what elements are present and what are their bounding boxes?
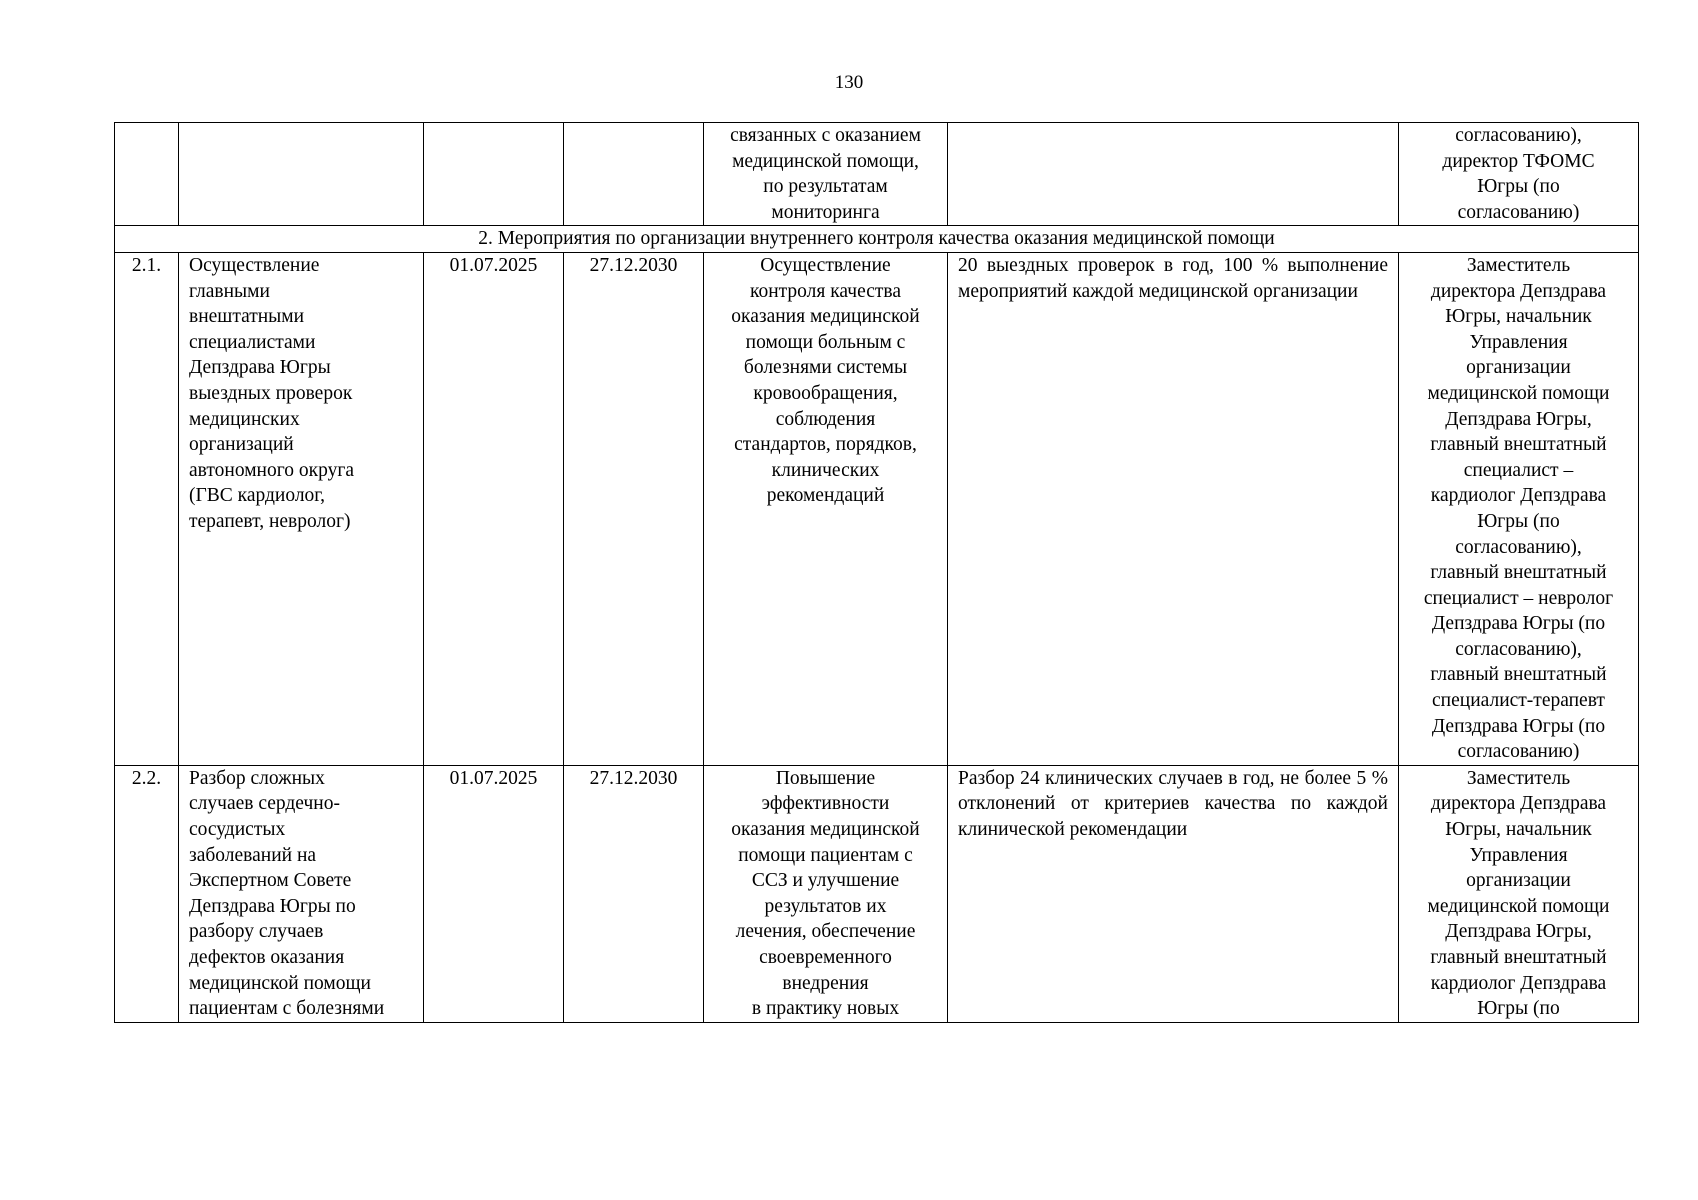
cell-end-date bbox=[564, 123, 704, 226]
name-line: главными bbox=[189, 280, 270, 302]
result-line: оказания медицинской bbox=[731, 819, 920, 841]
cell-responsible bbox=[1399, 765, 1639, 1022]
responsible-line: Депздрава Югры, bbox=[1445, 408, 1592, 430]
responsible-line: Депздрава Югры, bbox=[1445, 921, 1592, 943]
table-row bbox=[115, 252, 1639, 765]
responsible-line: специалист – невролог bbox=[1423, 587, 1614, 609]
responsible-line: кардиолог Депздрава bbox=[1430, 972, 1607, 994]
result-line: клинических bbox=[771, 459, 880, 481]
responsible-line: согласованию), bbox=[1455, 536, 1582, 558]
result-line: помощи пациентам с bbox=[738, 844, 913, 866]
responsible-line: главный внештатный bbox=[1430, 947, 1607, 968]
result-line: Осуществление bbox=[760, 254, 891, 276]
cell-name bbox=[179, 123, 424, 226]
table-row bbox=[115, 765, 1639, 1022]
result-line: контроля качества bbox=[749, 280, 902, 302]
section-row bbox=[115, 226, 1639, 253]
responsible-line: Управления bbox=[1469, 331, 1568, 353]
cell-indicator: 20 выездных проверок в год, 100 % выполнение мероприятий каждой медицинской организации bbox=[948, 252, 1399, 765]
result-line: болезнями системы bbox=[743, 357, 908, 379]
responsible-line: директор ТФОМС bbox=[1442, 150, 1595, 172]
cell-start-date bbox=[424, 123, 564, 226]
responsible-line: медицинской помощи bbox=[1427, 895, 1610, 917]
name-line: разбору случаев bbox=[189, 921, 324, 943]
cell-result bbox=[704, 123, 948, 226]
name-line: дефектов оказания bbox=[189, 947, 345, 968]
table-row-continuation bbox=[115, 123, 1639, 226]
result-line: оказания медицинской bbox=[731, 306, 920, 328]
page-number: 130 bbox=[834, 72, 864, 93]
responsible-line: Югры, начальник bbox=[1445, 306, 1592, 328]
cell-num: 2.1. bbox=[115, 252, 179, 765]
name-line: пациентам с болезнями bbox=[189, 998, 385, 1020]
cell-indicator: Разбор 24 клинических случаев в год, не более 5 % отклонений от критериев качества по каждой клинической рекомендации bbox=[948, 765, 1399, 1022]
responsible-line: Югры (по bbox=[1477, 176, 1560, 198]
name-line: Экспертном Совете bbox=[189, 870, 352, 892]
responsible-line: организации bbox=[1466, 357, 1571, 379]
responsible-line: медицинской помощи bbox=[1427, 382, 1610, 404]
result-line: по результатам bbox=[763, 176, 888, 198]
responsible-line: главный внештатный bbox=[1430, 664, 1607, 686]
cell-num bbox=[115, 123, 179, 226]
responsible-line: Заместитель bbox=[1466, 767, 1571, 789]
result-line: помощи больным с bbox=[745, 331, 906, 353]
name-line: внештатными bbox=[189, 306, 305, 328]
result-line: внедрения bbox=[782, 972, 869, 994]
name-line: сосудистых bbox=[189, 819, 286, 841]
name-line: заболеваний на bbox=[189, 844, 317, 866]
cell-result bbox=[704, 765, 948, 1022]
result-line: стандартов, порядков, bbox=[734, 434, 917, 456]
responsible-line: организации bbox=[1466, 870, 1571, 892]
result-line: своевременного bbox=[759, 947, 892, 968]
responsible-line: Депздрава Югры (по bbox=[1431, 613, 1606, 635]
name-line: Разбор сложных bbox=[189, 767, 325, 789]
cell-name bbox=[179, 765, 424, 1022]
responsible-line: согласованию) bbox=[1457, 201, 1580, 223]
measures-table bbox=[114, 122, 1639, 1023]
result-line: медицинской помощи, bbox=[732, 150, 919, 172]
responsible-line: согласованию) bbox=[1457, 741, 1580, 763]
result-line: мониторинга bbox=[771, 201, 880, 223]
name-line: терапевт, невролог) bbox=[189, 510, 351, 532]
cell-indicator bbox=[948, 123, 1399, 226]
responsible-line: Управления bbox=[1469, 844, 1568, 866]
result-line: результатов их bbox=[764, 895, 887, 917]
name-line: случаев сердечно- bbox=[189, 793, 340, 815]
responsible-line: Югры (по bbox=[1477, 998, 1560, 1020]
result-line: ССЗ и улучшение bbox=[751, 870, 900, 892]
responsible-line: согласованию), bbox=[1455, 638, 1582, 660]
cell-name bbox=[179, 252, 424, 765]
responsible-line: Югры, начальник bbox=[1445, 819, 1592, 841]
name-line: организаций bbox=[189, 434, 294, 456]
result-line: лечения, обеспечение bbox=[735, 921, 916, 943]
name-line: Осуществление bbox=[189, 254, 320, 276]
result-line: в практику новых bbox=[751, 998, 900, 1020]
name-line: (ГВС кардиолог, bbox=[189, 485, 325, 507]
responsible-line: специалист – bbox=[1463, 459, 1574, 481]
responsible-line: Югры (по bbox=[1477, 510, 1560, 532]
responsible-line: директора Депздрава bbox=[1430, 280, 1607, 302]
name-line: специалистами bbox=[189, 331, 316, 353]
result-line: связанных с оказанием bbox=[730, 125, 921, 146]
responsible-line: специалист-терапевт bbox=[1432, 690, 1605, 712]
responsible-line: Заместитель bbox=[1466, 254, 1571, 276]
name-line: выездных проверок bbox=[189, 382, 353, 404]
section-title: 2. Мероприятия по организации внутреннего контроля качества оказания медицинской помощи bbox=[115, 226, 1639, 253]
result-line: кровообращения, bbox=[753, 382, 898, 404]
responsible-line: главный внештатный bbox=[1430, 434, 1607, 456]
cell-responsible bbox=[1399, 123, 1639, 226]
result-line: Повышение bbox=[775, 767, 876, 789]
cell-start-date: 01.07.2025 bbox=[424, 252, 564, 765]
responsible-line: Депздрава Югры (по bbox=[1431, 715, 1606, 737]
cell-end-date: 27.12.2030 bbox=[564, 252, 704, 765]
cell-result bbox=[704, 252, 948, 765]
result-line: соблюдения bbox=[775, 408, 876, 430]
result-line: рекомендаций bbox=[766, 485, 885, 507]
result-line: эффективности bbox=[761, 793, 890, 815]
name-line: медицинской помощи bbox=[189, 972, 371, 994]
responsible-line: кардиолог Депздрава bbox=[1430, 485, 1607, 507]
name-line: автономного округа bbox=[189, 459, 354, 481]
name-line: Депздрава Югры по bbox=[189, 895, 356, 917]
name-line: медицинских bbox=[189, 408, 300, 430]
responsible-line: согласованию), bbox=[1455, 125, 1582, 146]
cell-responsible bbox=[1399, 252, 1639, 765]
responsible-line: директора Депздрава bbox=[1430, 793, 1607, 815]
cell-end-date: 27.12.2030 bbox=[564, 765, 704, 1022]
name-line: Депздрава Югры bbox=[189, 357, 331, 379]
cell-num: 2.2. bbox=[115, 765, 179, 1022]
cell-start-date: 01.07.2025 bbox=[424, 765, 564, 1022]
responsible-line: главный внештатный bbox=[1430, 562, 1607, 584]
